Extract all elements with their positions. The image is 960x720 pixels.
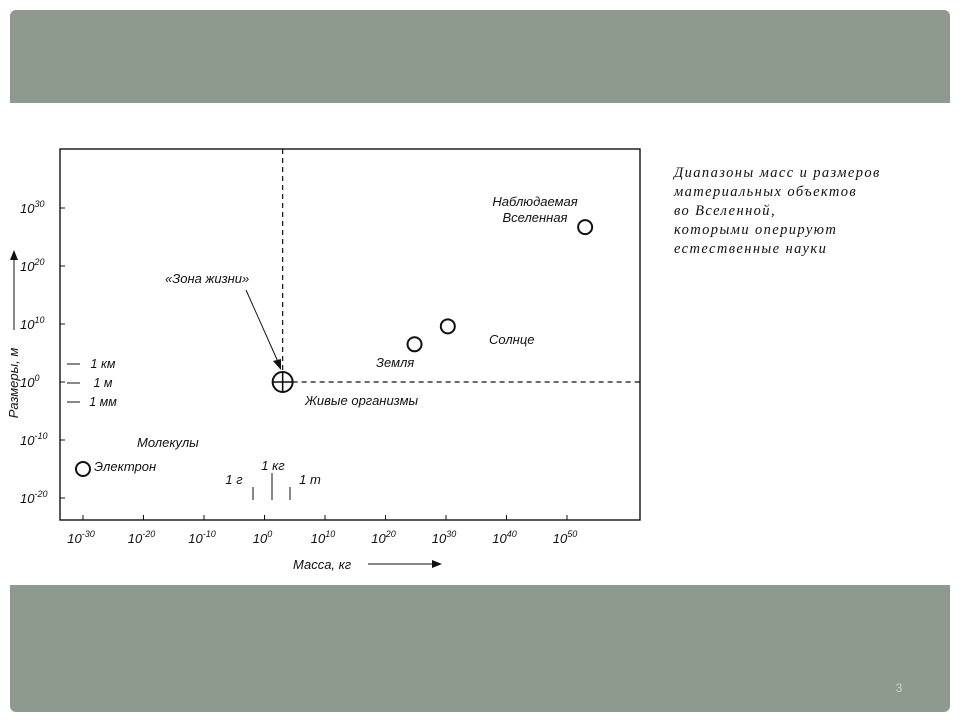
point-label: Живые организмы — [305, 393, 419, 408]
size-ref-label: 1 км — [90, 357, 116, 371]
caption-line: во Вселенной, — [674, 203, 776, 219]
x-tick-label: $10^{-10}$ — [188, 529, 216, 546]
data-points — [76, 194, 592, 476]
mass-ref-label: 1 кг — [261, 458, 285, 473]
x-tick-label: $10^{40}$ — [492, 529, 517, 546]
point-label: Электрон — [94, 459, 157, 474]
caption-line: которыми оперируют — [674, 222, 838, 238]
life-zone-arrowhead — [273, 359, 281, 370]
life-zone-label: «Зона жизни» — [165, 271, 250, 286]
x-tick-label: $10^{20}$ — [371, 529, 396, 546]
x-tick-label: $10^{-20}$ — [127, 529, 156, 546]
x-axis-arrowhead — [432, 560, 442, 568]
point-label: Наблюдаемая — [492, 194, 578, 209]
y-tick-label: $10^{20}$ — [20, 257, 45, 274]
axis-labels — [6, 250, 442, 572]
data-point — [76, 462, 90, 476]
mass-ref-label: 1 т — [299, 472, 321, 487]
point-label: Солнце — [489, 332, 535, 347]
x-tick-label: $10^0$ — [252, 529, 273, 546]
molecules-label: Молекулы — [137, 435, 199, 450]
point-label: Земля — [376, 355, 415, 370]
caption-line: Диапазоны масс и размеров — [674, 165, 881, 181]
life-zone-arrow — [246, 290, 279, 364]
figure-caption — [674, 164, 944, 259]
x-tick-label: $10^{50}$ — [552, 529, 578, 546]
bottom-banner — [10, 585, 950, 712]
y-tick-label: $10^0$ — [20, 373, 40, 390]
x-tick-label: $10^{30}$ — [431, 529, 457, 546]
y-tick-label: $10^{10}$ — [20, 315, 45, 332]
size-ref-label: 1 мм — [89, 395, 117, 409]
caption-line: материальных объектов — [674, 184, 858, 200]
point-label: Вселенная — [502, 210, 568, 225]
data-point — [408, 337, 422, 351]
x-tick-label: $10^{10}$ — [310, 529, 336, 546]
data-point — [441, 319, 455, 333]
size-ref-label: 1 м — [93, 376, 113, 390]
y-tick-label: $10^{-10}$ — [20, 431, 48, 448]
x-tick-label: $10^{-30}$ — [67, 529, 95, 546]
y-tick-label: $10^{-20}$ — [20, 489, 48, 506]
y-axis-label: Размеры, м — [6, 347, 21, 419]
x-axis-label: Масса, кг — [293, 557, 352, 572]
data-point — [578, 220, 592, 234]
caption-line: естественные науки — [674, 241, 828, 257]
slide-number: 3 — [895, 681, 903, 695]
y-axis-ticks — [20, 199, 65, 506]
y-tick-label: $10^{30}$ — [20, 199, 45, 216]
y-axis-arrowhead — [10, 250, 18, 260]
life-zone-lines — [283, 149, 640, 382]
mass-ref-label: 1 г — [225, 472, 243, 487]
